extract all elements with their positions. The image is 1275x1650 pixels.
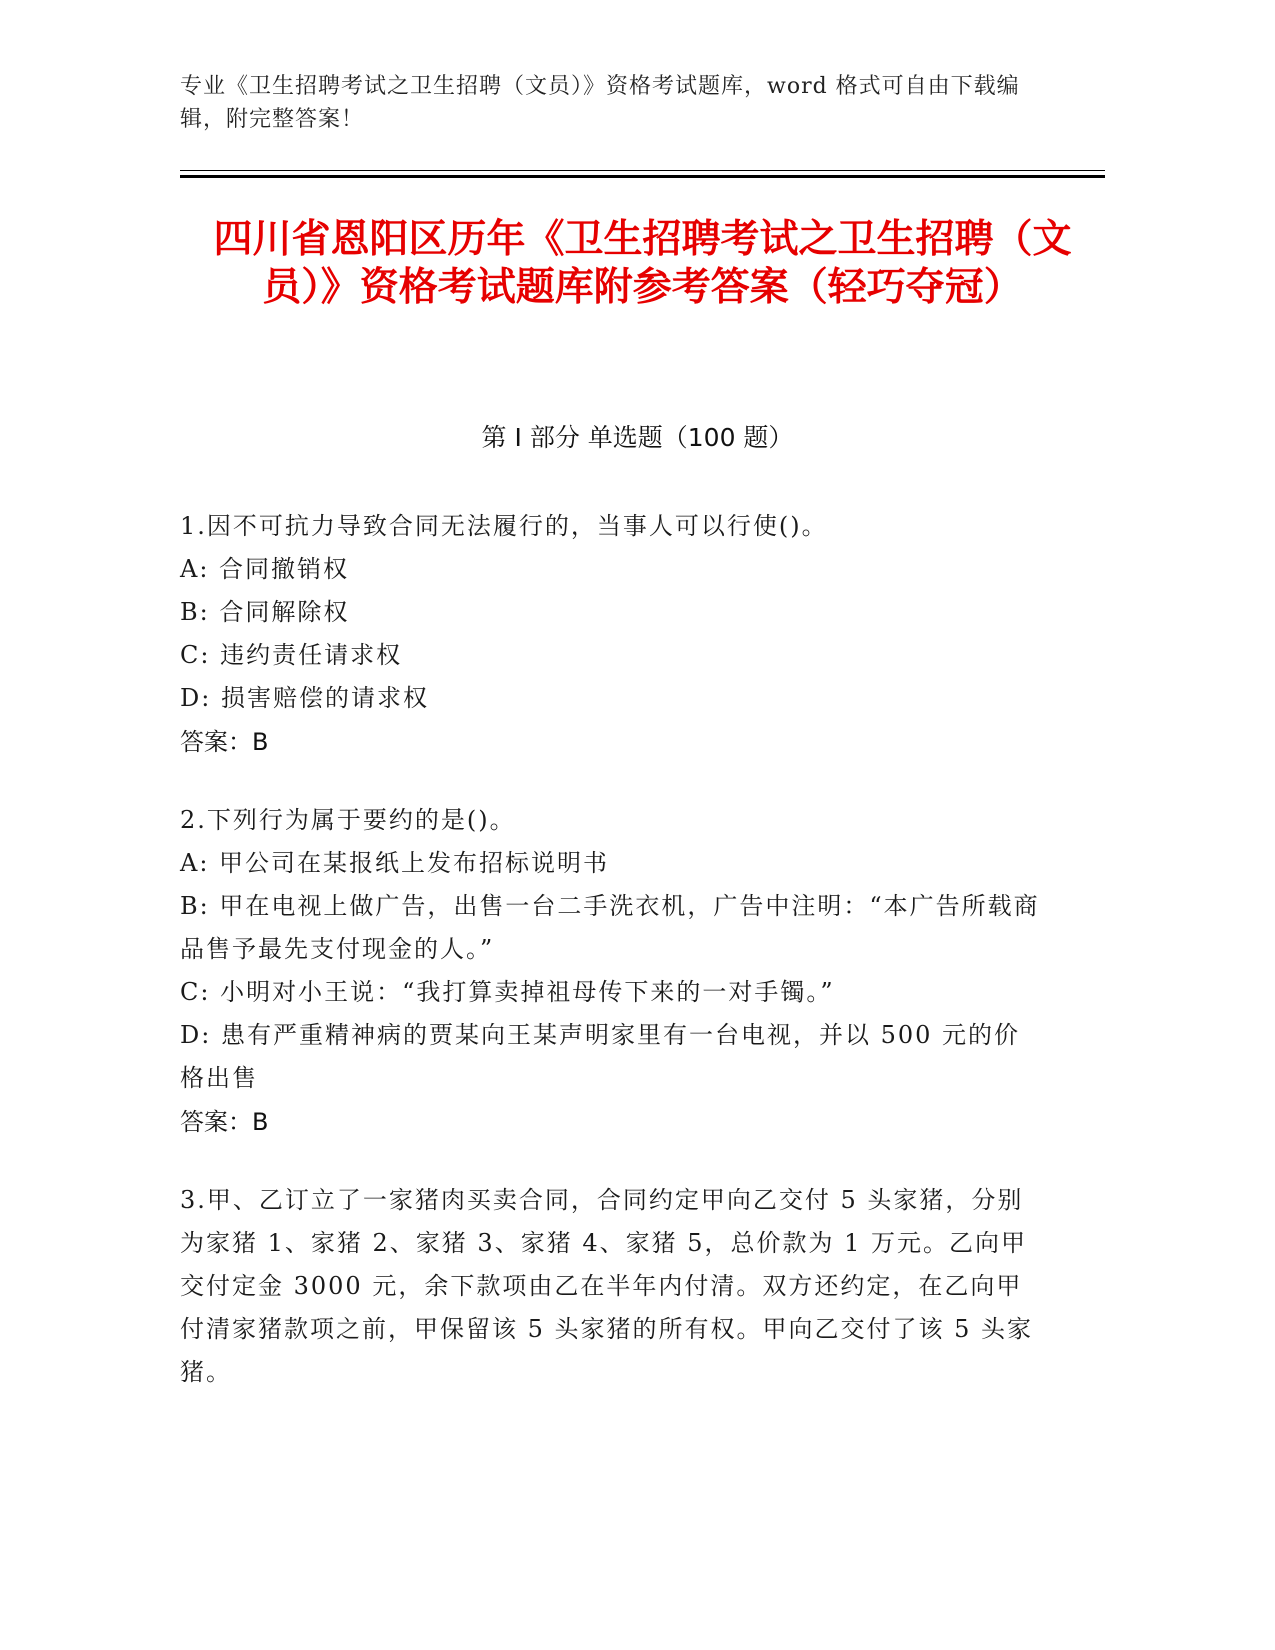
document-title: 四川省恩阳区历年《卫生招聘考试之卫生招聘（文员）》资格考试题库附参考答案（轻巧夺冠）: [213, 217, 1072, 310]
option-d: D: 损害赔偿的请求权: [180, 684, 429, 712]
option-b: B: 合同解除权: [180, 598, 350, 626]
question-stem: 3.甲、乙订立了一家猪肉买卖合同，合同约定甲向乙交付 5 头家猪，分别为家猪 1、家猪 2、家猪 3、家猪 4、家猪 5，总价款为 1 万元。乙向甲交付定金 3000 元，余下款项由乙在半年内付清。双方还约定，在乙向甲付清家猪款项之前，甲保留该 5 头家猪的所有权。甲向乙交付了该 5 头家猪。: [180, 1186, 1034, 1386]
option-c: C: 违约责任请求权: [180, 641, 403, 669]
question-stem: 2.下列行为属于要约的是()。: [180, 806, 516, 834]
question-stem: 1.因不可抗力导致合同无法履行的，当事人可以行使()。: [180, 512, 828, 540]
option-a: A: 甲公司在某报纸上发布招标说明书: [180, 849, 610, 877]
answer: 答案：B: [180, 1108, 269, 1136]
option-b: B: 甲在电视上做广告，出售一台二手洗衣机，广告中注明：“本广告所载商品售予最先支付现金的人。”: [180, 892, 1040, 963]
option-a: A: 合同撤销权: [180, 555, 350, 583]
header-divider-thick: [180, 175, 1105, 178]
question-1: [180, 505, 1040, 764]
question-3: [180, 1179, 1040, 1394]
question-2: [180, 799, 1040, 1144]
header-divider-thin: [180, 170, 1105, 171]
header-note: 专业《卫生招聘考试之卫生招聘（文员）》资格考试题库，word 格式可自由下载编辑，附完整答案！: [180, 74, 1020, 132]
question-list: [180, 505, 1040, 1429]
option-c: C: 小明对小王说：“我打算卖掉祖母传下来的一对手镯。”: [180, 978, 835, 1006]
answer: 答案：B: [180, 728, 269, 756]
option-d: D: 患有严重精神病的贾某向王某声明家里有一台电视，并以 500 元的价格出售: [180, 1021, 1021, 1092]
section-heading: 第 I 部分 单选题（100 题）: [481, 423, 794, 452]
